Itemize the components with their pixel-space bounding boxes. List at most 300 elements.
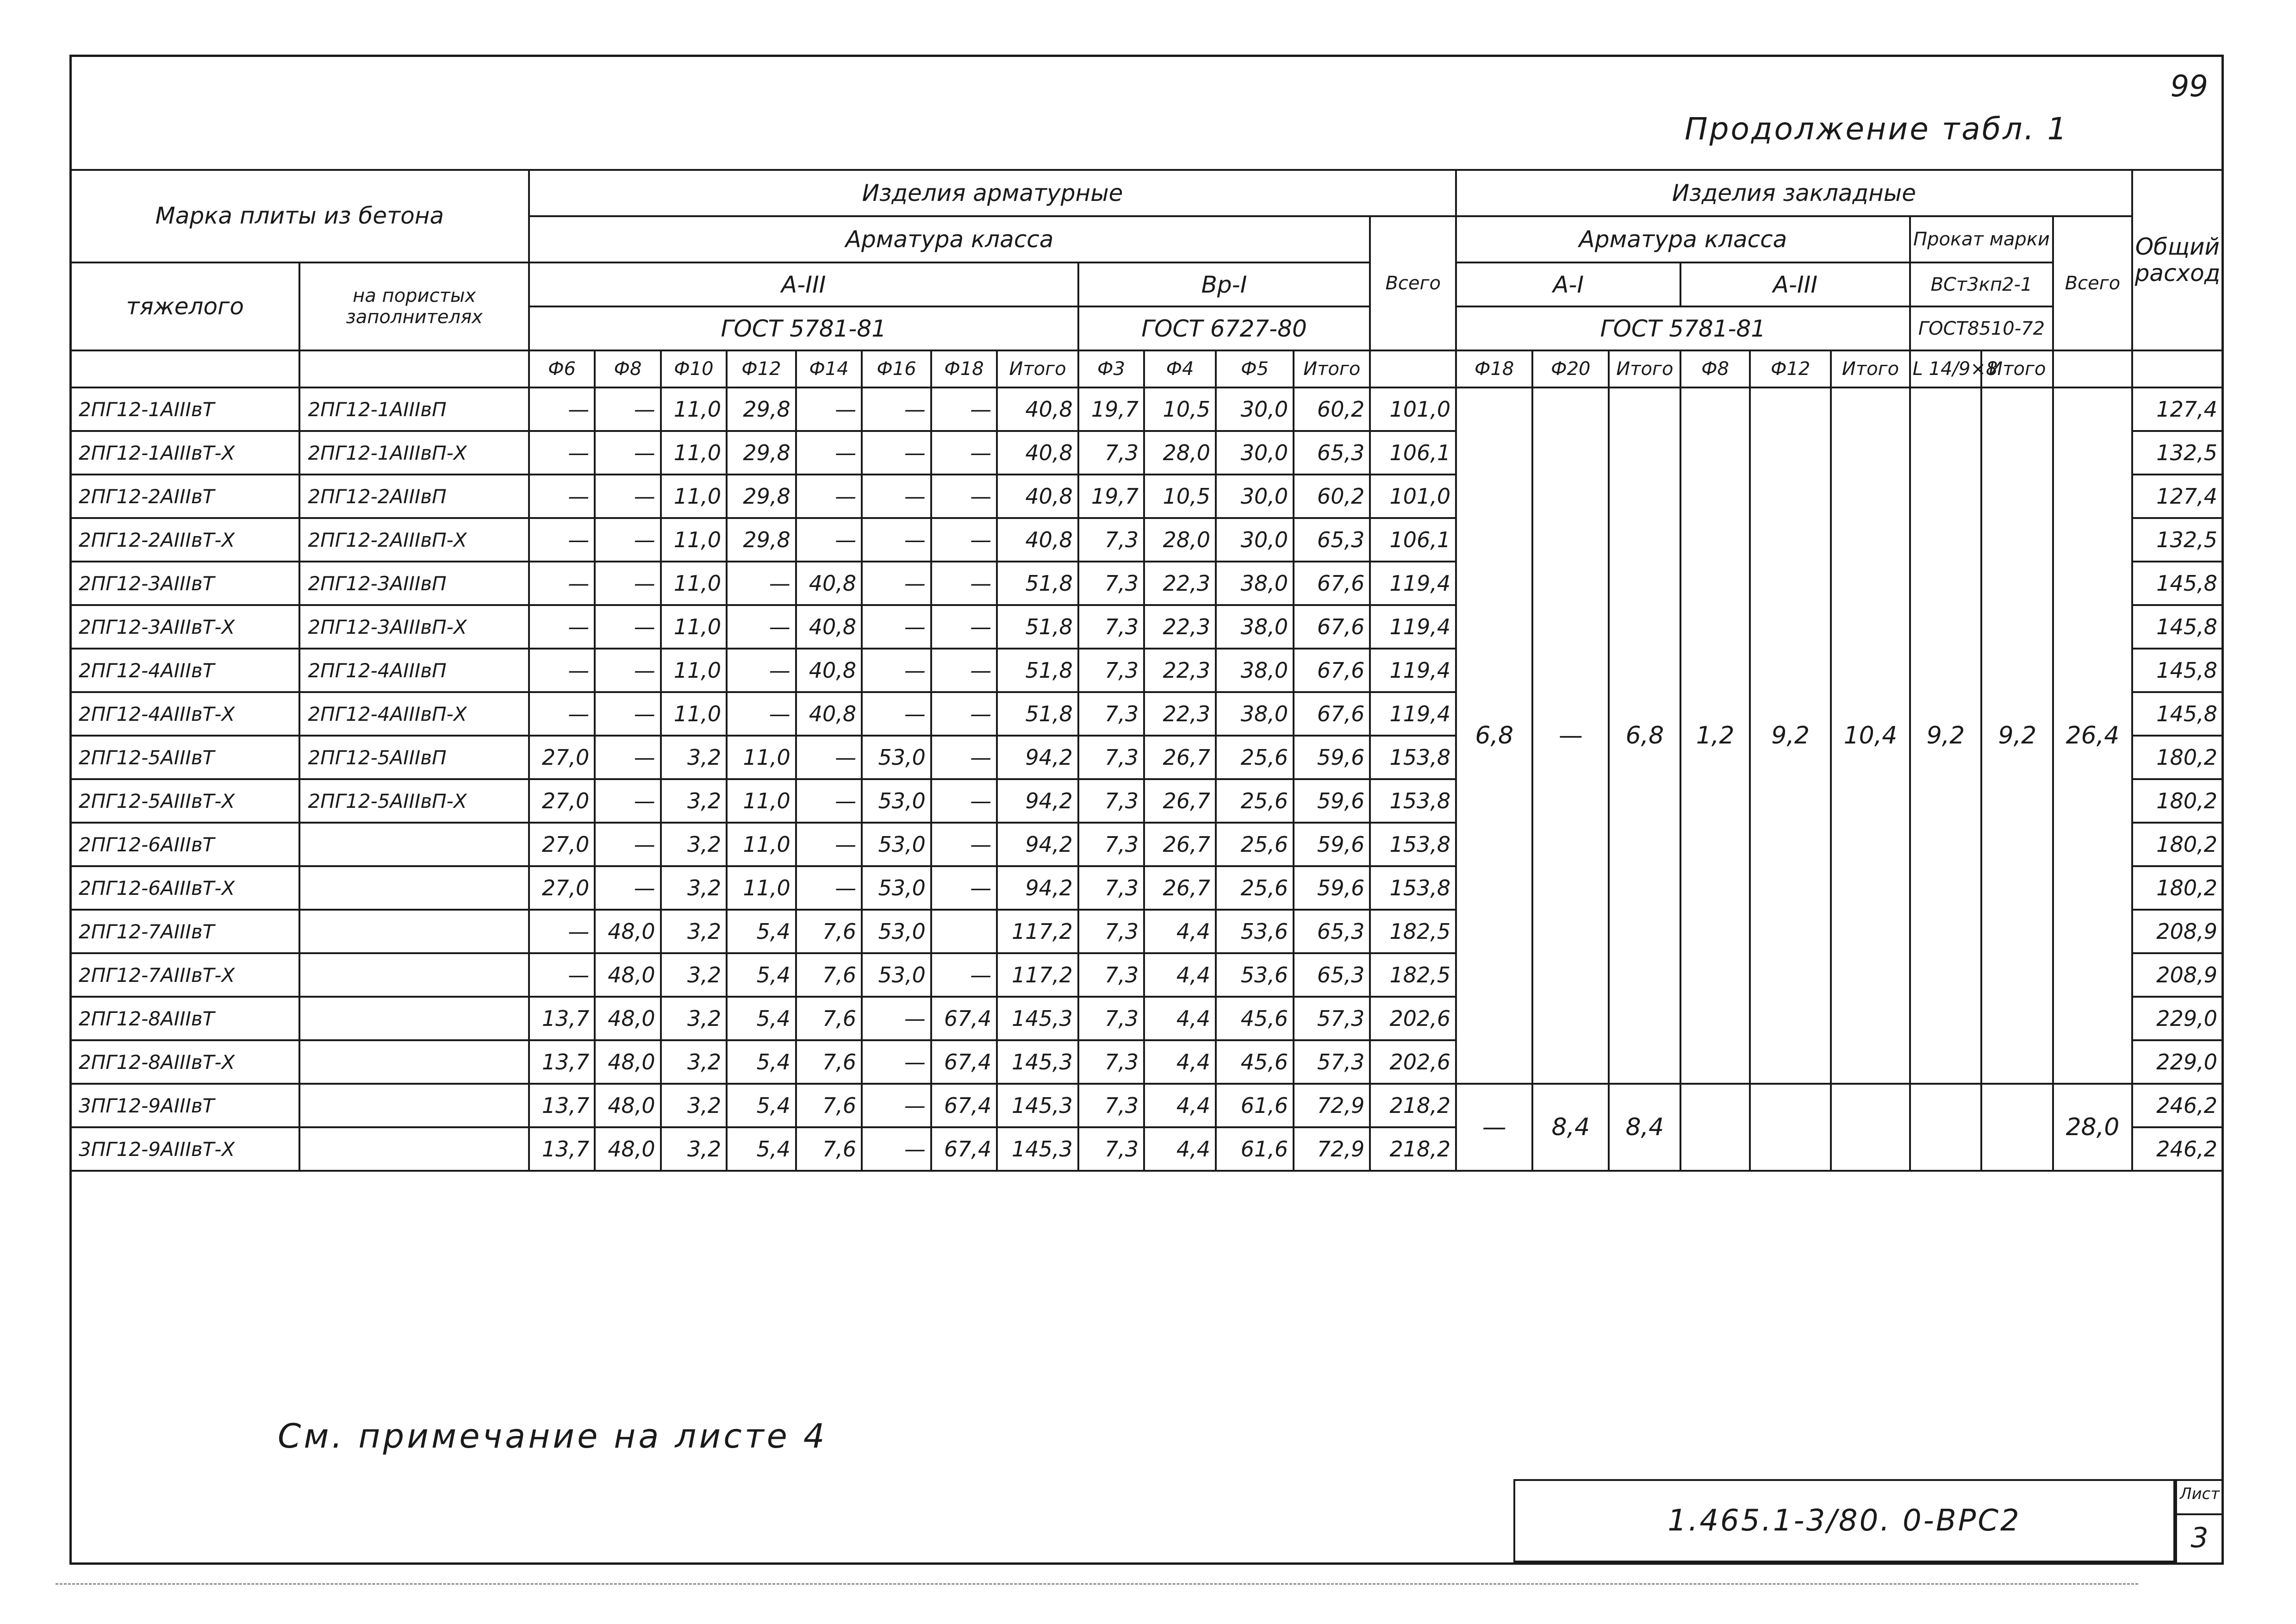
value-cell: 11,0 (727, 736, 796, 779)
value-cell: 7,3 (1078, 953, 1144, 997)
value-cell: 7,3 (1078, 1040, 1144, 1084)
value-cell: 7,3 (1078, 736, 1144, 779)
value-cell: 27,0 (529, 823, 595, 866)
value-cell: 119,4 (1370, 562, 1456, 605)
value-cell: — (931, 866, 997, 910)
value-cell: 3,2 (661, 779, 727, 823)
gost5781-header: ГОСТ 5781-81 (529, 306, 1078, 350)
value-cell: 119,4 (1370, 692, 1456, 736)
value-cell: 65,3 (1294, 910, 1370, 953)
brand-porous (299, 997, 529, 1040)
brand-porous: 2ПГ12-4АIIIвП (299, 649, 529, 692)
specification-table (69, 169, 2224, 1172)
grand-total-cell: 208,9 (2132, 953, 2223, 997)
value-cell: — (529, 910, 595, 953)
value-cell: — (796, 475, 862, 518)
reinf-products-header: Изделия арматурные (529, 170, 1456, 216)
brand-porous (299, 1084, 529, 1127)
value-cell: 7,3 (1078, 605, 1144, 649)
value-cell: — (595, 736, 660, 779)
value-cell: 106,1 (1370, 518, 1456, 562)
brand-porous (299, 866, 529, 910)
value-cell: — (862, 1084, 931, 1127)
value-cell: — (595, 475, 660, 518)
value-cell: 27,0 (529, 779, 595, 823)
value-cell: 10,5 (1144, 475, 1216, 518)
embedded-total: 26,4 (2053, 387, 2132, 1084)
col-a1-0: Ф18 (1456, 350, 1532, 387)
value-cell: 19,7 (1078, 387, 1144, 431)
table-row (70, 1084, 2223, 1127)
value-cell: — (796, 779, 862, 823)
grand-total-cell: 127,4 (2132, 475, 2223, 518)
value-cell: 3,2 (661, 997, 727, 1040)
value-cell: — (796, 387, 862, 431)
brand-heavy: 2ПГ12-5АIIIвТ (70, 736, 299, 779)
brand-porous: 2ПГ12-2АIIIвП-Х (299, 518, 529, 562)
brand-header: Марка плиты из бетона (70, 170, 529, 262)
emb-reinf-class-header: Арматура класса (1456, 216, 1910, 262)
value-cell: 3,2 (661, 1084, 727, 1127)
grand-total-cell: 180,2 (2132, 866, 2223, 910)
note-text: См. примечание на листе 4 (278, 1417, 828, 1455)
brand-heavy: 2ПГ12-8АIIIвТ (70, 997, 299, 1040)
value-cell: 4,4 (1144, 997, 1216, 1040)
value-cell: 11,0 (661, 649, 727, 692)
embedded-header: Изделия закладные (1456, 170, 2132, 216)
value-cell: 51,8 (997, 605, 1078, 649)
value-cell: 153,8 (1370, 866, 1456, 910)
value-cell: 94,2 (997, 866, 1078, 910)
value-cell: 94,2 (997, 779, 1078, 823)
value-cell: — (796, 518, 862, 562)
value-cell: 72,9 (1294, 1084, 1370, 1127)
grand-total-cell: 246,2 (2132, 1084, 2223, 1127)
bottom-edge-line (56, 1583, 2138, 1585)
value-cell: — (529, 431, 595, 475)
value-cell: — (862, 692, 931, 736)
col-a3-1: Ф8 (595, 350, 660, 387)
col-a3-0: Ф6 (529, 350, 595, 387)
brand-porous: 2ПГ12-2АIIIвП (299, 475, 529, 518)
value-cell: — (529, 692, 595, 736)
reinf-class-header: Арматура класса (529, 216, 1370, 262)
value-cell: — (529, 562, 595, 605)
col-rolled-0: L 14/9×8 (1910, 350, 1982, 387)
value-cell: 53,0 (862, 866, 931, 910)
value-cell: — (796, 431, 862, 475)
value-cell: 59,6 (1294, 866, 1370, 910)
rolled-header: Прокат марки (1910, 216, 2053, 262)
grand-total-cell: 132,5 (2132, 431, 2223, 475)
value-cell: 101,0 (1370, 475, 1456, 518)
value-cell: — (529, 649, 595, 692)
brand-heavy: 2ПГ12-4АIIIвТ-Х (70, 692, 299, 736)
value-cell: 7,6 (796, 1040, 862, 1084)
value-cell: 67,6 (1294, 562, 1370, 605)
value-cell: 218,2 (1370, 1127, 1456, 1171)
col-a1-1: Ф20 (1532, 350, 1609, 387)
grand-total-cell: 229,0 (2132, 1040, 2223, 1084)
blank-cell (1981, 1084, 2053, 1171)
value-cell: 29,8 (727, 518, 796, 562)
value-cell: 7,6 (796, 953, 862, 997)
brand-porous (299, 910, 529, 953)
value-cell: 53,6 (1216, 953, 1294, 997)
value-cell: — (595, 823, 660, 866)
value-cell: 106,1 (1370, 431, 1456, 475)
value-cell: 4,4 (1144, 953, 1216, 997)
value-cell: 45,6 (1216, 997, 1294, 1040)
grand-total-cell: 145,8 (2132, 649, 2223, 692)
value-cell: — (862, 475, 931, 518)
col-a3b-2: Итого (1831, 350, 1910, 387)
value-cell: 40,8 (997, 431, 1078, 475)
value-cell: 67,4 (931, 1127, 997, 1171)
value-cell: 3,2 (661, 866, 727, 910)
embedded-value: 9,2 (1981, 387, 2053, 1084)
value-cell: 11,0 (661, 387, 727, 431)
value-cell: 117,2 (997, 910, 1078, 953)
value-cell: 45,6 (1216, 1040, 1294, 1084)
value-cell: — (862, 518, 931, 562)
value-cell: 7,3 (1078, 779, 1144, 823)
value-cell: 3,2 (661, 736, 727, 779)
value-cell: 94,2 (997, 736, 1078, 779)
value-cell: — (862, 605, 931, 649)
embedded-value: 8,4 (1532, 1084, 1609, 1171)
value-cell: — (595, 562, 660, 605)
value-cell: 59,6 (1294, 736, 1370, 779)
value-cell: 38,0 (1216, 605, 1294, 649)
value-cell: 27,0 (529, 866, 595, 910)
grand-total-cell: 208,9 (2132, 910, 2223, 953)
value-cell: 51,8 (997, 649, 1078, 692)
blank-cell (1910, 1084, 1982, 1171)
value-cell: — (931, 649, 997, 692)
value-cell: — (862, 1127, 931, 1171)
value-cell: 5,4 (727, 1127, 796, 1171)
value-cell: 11,0 (661, 692, 727, 736)
value-cell: 59,6 (1294, 779, 1370, 823)
value-cell: 29,8 (727, 387, 796, 431)
value-cell: — (796, 736, 862, 779)
col-rolled-1: Итого (1981, 350, 2053, 387)
value-cell: 40,8 (796, 562, 862, 605)
value-cell: 59,6 (1294, 823, 1370, 866)
value-cell: 7,6 (796, 1084, 862, 1127)
col-a1-2: Итого (1609, 350, 1680, 387)
value-cell: 13,7 (529, 997, 595, 1040)
brand-heavy: 3ПГ12-9АIIIвТ (70, 1084, 299, 1127)
value-cell: — (595, 387, 660, 431)
value-cell: 7,3 (1078, 910, 1144, 953)
value-cell: — (529, 475, 595, 518)
value-cell: 67,6 (1294, 692, 1370, 736)
value-cell: 19,7 (1078, 475, 1144, 518)
value-cell: 145,3 (997, 1040, 1078, 1084)
embedded-total: 28,0 (2053, 1084, 2132, 1171)
value-cell: — (595, 431, 660, 475)
value-cell: 67,4 (931, 1084, 997, 1127)
brand-heavy: 2ПГ12-2АIIIвТ (70, 475, 299, 518)
value-cell: 22,3 (1144, 605, 1216, 649)
value-cell: 11,0 (661, 605, 727, 649)
value-cell: 153,8 (1370, 823, 1456, 866)
value-cell: — (931, 736, 997, 779)
value-cell: 218,2 (1370, 1084, 1456, 1127)
value-cell: 7,3 (1078, 692, 1144, 736)
grand-total-cell: 180,2 (2132, 736, 2223, 779)
col-a3-6: Ф18 (931, 350, 997, 387)
value-cell: 7,3 (1078, 997, 1144, 1040)
value-cell: 22,3 (1144, 562, 1216, 605)
value-cell: 65,3 (1294, 518, 1370, 562)
value-cell: 4,4 (1144, 910, 1216, 953)
col-vp-0: Ф3 (1078, 350, 1144, 387)
value-cell: 13,7 (529, 1084, 595, 1127)
blank-cell (1370, 350, 1456, 387)
value-cell: 25,6 (1216, 779, 1294, 823)
col-a3-7: Итого (997, 350, 1078, 387)
value-cell: 29,8 (727, 475, 796, 518)
value-cell: — (931, 605, 997, 649)
value-cell (931, 910, 997, 953)
value-cell: 119,4 (1370, 649, 1456, 692)
value-cell: 26,7 (1144, 866, 1216, 910)
value-cell: 94,2 (997, 823, 1078, 866)
brand-porous: 2ПГ12-5АIIIвП-Х (299, 779, 529, 823)
reinf-total-header: Всего (1370, 216, 1456, 350)
value-cell: — (529, 518, 595, 562)
brand-heavy: 3ПГ12-9АIIIвТ-Х (70, 1127, 299, 1171)
value-cell: 202,6 (1370, 1040, 1456, 1084)
brand-porous: 2ПГ12-1АIIIвП-Х (299, 431, 529, 475)
value-cell: 7,3 (1078, 823, 1144, 866)
grand-total-cell: 180,2 (2132, 823, 2223, 866)
value-cell: 11,0 (661, 431, 727, 475)
value-cell: 153,8 (1370, 779, 1456, 823)
grand-total-cell: 132,5 (2132, 518, 2223, 562)
value-cell: 25,6 (1216, 736, 1294, 779)
brand-heavy: 2ПГ12-3АIIIвТ-Х (70, 605, 299, 649)
value-cell: 26,7 (1144, 736, 1216, 779)
value-cell: — (727, 605, 796, 649)
col-a3-3: Ф12 (727, 350, 796, 387)
brand-heavy: 2ПГ12-1АIIIвТ (70, 387, 299, 431)
value-cell: 182,5 (1370, 953, 1456, 997)
value-cell: 7,3 (1078, 649, 1144, 692)
value-cell: 22,3 (1144, 692, 1216, 736)
value-cell: 48,0 (595, 997, 660, 1040)
col-a3-5: Ф16 (862, 350, 931, 387)
vp1-header: Вр-I (1078, 262, 1370, 306)
sheet-box (2175, 1479, 2224, 1565)
value-cell: 10,5 (1144, 387, 1216, 431)
value-cell: 3,2 (661, 910, 727, 953)
value-cell: — (796, 866, 862, 910)
value-cell: 3,2 (661, 1127, 727, 1171)
value-cell: — (931, 562, 997, 605)
value-cell: — (862, 387, 931, 431)
value-cell: 40,8 (997, 475, 1078, 518)
value-cell: 28,0 (1144, 518, 1216, 562)
grand-total-cell: 127,4 (2132, 387, 2223, 431)
a3b-header: А-III (1680, 262, 1910, 306)
brand-porous (299, 823, 529, 866)
grand-total-cell: 180,2 (2132, 779, 2223, 823)
value-cell: 25,6 (1216, 823, 1294, 866)
value-cell: — (595, 649, 660, 692)
col-vp-2: Ф5 (1216, 350, 1294, 387)
value-cell: 40,8 (997, 387, 1078, 431)
value-cell: 65,3 (1294, 953, 1370, 997)
value-cell: 145,3 (997, 1084, 1078, 1127)
a1-header: А-I (1456, 262, 1680, 306)
value-cell: 11,0 (661, 562, 727, 605)
brand-heavy: 2ПГ12-3АIIIвТ (70, 562, 299, 605)
value-cell: 25,6 (1216, 866, 1294, 910)
sheet-number: 3 (2177, 1513, 2222, 1554)
value-cell: 7,6 (796, 910, 862, 953)
value-cell: — (796, 823, 862, 866)
value-cell: — (529, 953, 595, 997)
grand-total-cell: 145,8 (2132, 562, 2223, 605)
value-cell: 153,8 (1370, 736, 1456, 779)
blank-cell (1831, 1084, 1910, 1171)
value-cell: 61,6 (1216, 1084, 1294, 1127)
value-cell: 48,0 (595, 1040, 660, 1084)
brand-porous: 2ПГ12-5АIIIвП (299, 736, 529, 779)
value-cell: 72,9 (1294, 1127, 1370, 1171)
embedded-value: 6,8 (1609, 387, 1680, 1084)
a3-header: А-III (529, 262, 1078, 306)
brand-porous: 2ПГ12-3АIIIвП-Х (299, 605, 529, 649)
value-cell: 48,0 (595, 910, 660, 953)
value-cell: 65,3 (1294, 431, 1370, 475)
value-cell: 101,0 (1370, 387, 1456, 431)
brand-porous (299, 1127, 529, 1171)
value-cell: 7,3 (1078, 866, 1144, 910)
brand-porous: 2ПГ12-3АIIIвП (299, 562, 529, 605)
value-cell: — (862, 562, 931, 605)
embedded-value: 6,8 (1456, 387, 1532, 1084)
value-cell: 60,2 (1294, 387, 1370, 431)
blank-cell (70, 350, 299, 387)
embedded-value: 10,4 (1831, 387, 1910, 1084)
value-cell: 67,4 (931, 1040, 997, 1084)
document-code: 1.465.1-3/80. 0-ВРС2 (1513, 1479, 2175, 1562)
value-cell: 13,7 (529, 1127, 595, 1171)
value-cell: 11,0 (661, 518, 727, 562)
col-vp-1: Ф4 (1144, 350, 1216, 387)
value-cell: 61,6 (1216, 1127, 1294, 1171)
value-cell: 4,4 (1144, 1040, 1216, 1084)
value-cell: 26,7 (1144, 779, 1216, 823)
emb-total-header: Всего (2053, 216, 2132, 350)
brand-heavy: 2ПГ12-4АIIIвТ (70, 649, 299, 692)
value-cell: 48,0 (595, 1127, 660, 1171)
value-cell: 3,2 (661, 823, 727, 866)
value-cell: — (931, 475, 997, 518)
brand-heavy: 2ПГ12-6АIIIвТ (70, 823, 299, 866)
value-cell: 4,4 (1144, 1084, 1216, 1127)
value-cell: — (529, 605, 595, 649)
brand-heavy: 2ПГ12-1АIIIвТ-Х (70, 431, 299, 475)
blank-cell (1680, 1084, 1750, 1171)
value-cell: 145,3 (997, 1127, 1078, 1171)
value-cell: 40,8 (796, 692, 862, 736)
value-cell: — (862, 1040, 931, 1084)
value-cell: 13,7 (529, 1040, 595, 1084)
value-cell: 5,4 (727, 910, 796, 953)
value-cell: 30,0 (1216, 431, 1294, 475)
value-cell: — (931, 431, 997, 475)
brand-heavy: 2ПГ12-2АIIIвТ-Х (70, 518, 299, 562)
value-cell: 48,0 (595, 953, 660, 997)
value-cell: 67,6 (1294, 649, 1370, 692)
brand-porous: 2ПГ12-4АIIIвП-Х (299, 692, 529, 736)
value-cell: 7,6 (796, 1127, 862, 1171)
gost5781b-header: ГОСТ 5781-81 (1456, 306, 1910, 350)
value-cell: — (727, 692, 796, 736)
value-cell: 38,0 (1216, 692, 1294, 736)
value-cell: 53,0 (862, 910, 931, 953)
value-cell: 5,4 (727, 1084, 796, 1127)
embedded-value: — (1456, 1084, 1532, 1171)
value-cell: 53,0 (862, 779, 931, 823)
blank-cell (2053, 350, 2132, 387)
value-cell: 7,6 (796, 997, 862, 1040)
value-cell: 11,0 (661, 475, 727, 518)
value-cell: 7,3 (1078, 518, 1144, 562)
page-number: 99 (2170, 69, 2208, 104)
value-cell: 7,3 (1078, 562, 1144, 605)
gost8510-header: ГОСТ8510-72 (1910, 306, 2053, 350)
value-cell: 57,3 (1294, 997, 1370, 1040)
blank-cell (299, 350, 529, 387)
col-vp-3: Итого (1294, 350, 1370, 387)
value-cell: 53,6 (1216, 910, 1294, 953)
value-cell: 3,2 (661, 1040, 727, 1084)
value-cell: — (595, 518, 660, 562)
value-cell: — (595, 779, 660, 823)
value-cell: 11,0 (727, 779, 796, 823)
embedded-value: — (1532, 387, 1609, 1084)
brand-porous (299, 1040, 529, 1084)
value-cell: 28,0 (1144, 431, 1216, 475)
col-a3b-0: Ф8 (1680, 350, 1750, 387)
col-a3b-1: Ф12 (1750, 350, 1831, 387)
value-cell: 51,8 (997, 692, 1078, 736)
grand-total-header: Общий расход (2132, 170, 2223, 350)
value-cell: 117,2 (997, 953, 1078, 997)
brand-porous: 2ПГ12-1АIIIвП (299, 387, 529, 431)
value-cell: 40,8 (997, 518, 1078, 562)
value-cell: — (862, 997, 931, 1040)
value-cell: 5,4 (727, 997, 796, 1040)
embedded-value: 1,2 (1680, 387, 1750, 1084)
value-cell: 38,0 (1216, 649, 1294, 692)
value-cell: 119,4 (1370, 605, 1456, 649)
embedded-value: 8,4 (1609, 1084, 1680, 1171)
continuation-caption: Продолжение табл. 1 (1685, 111, 2069, 147)
value-cell: 30,0 (1216, 475, 1294, 518)
value-cell: 48,0 (595, 1084, 660, 1127)
value-cell: 3,2 (661, 953, 727, 997)
grand-total-cell: 246,2 (2132, 1127, 2223, 1171)
value-cell: 5,4 (727, 1040, 796, 1084)
